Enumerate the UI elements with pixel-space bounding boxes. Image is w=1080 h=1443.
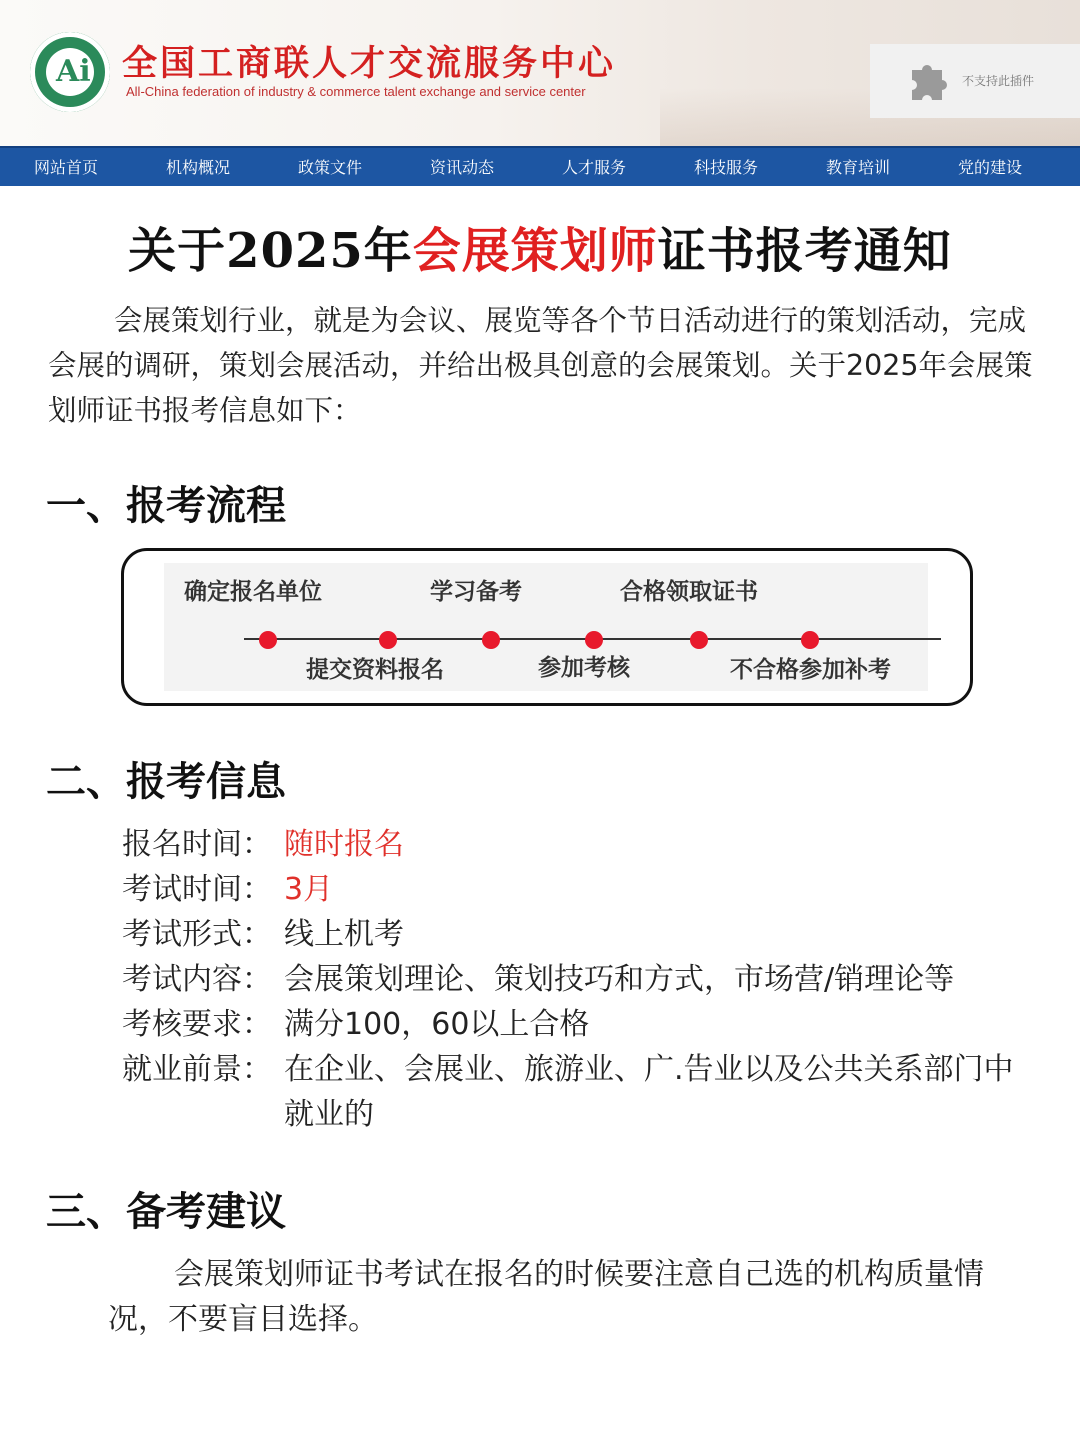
step-dot	[379, 631, 397, 649]
nav-item-party[interactable]: 党的建设	[957, 158, 1022, 177]
step-dot	[482, 631, 500, 649]
step-label-2: 提交资料报名	[306, 657, 444, 683]
intro-paragraph	[48, 298, 1038, 433]
nav-item-policy[interactable]: 政策文件	[297, 158, 362, 177]
info-row-exam-format	[122, 912, 404, 957]
section-heading-advice: 三、备考建议	[46, 1188, 286, 1235]
title-highlight: 会展策划师	[412, 223, 658, 279]
process-flow	[121, 548, 973, 706]
info-value: 满分100，60以上合格	[284, 1007, 590, 1042]
nav-item-talent[interactable]: 人才服务	[561, 158, 626, 177]
intro-text: 会展策划行业，就是为会议、展览等各个节日活动进行的策划活动，完成会展的调研，策划会展活动，并给出极具创意的会展策划。关于2025年会展策划师证书报考信息如下：	[48, 304, 1033, 427]
info-key: 考试时间：	[122, 872, 272, 907]
plugin-notice: 不支持此插件	[962, 74, 1035, 88]
info-row-requirement	[122, 1002, 589, 1047]
info-key: 报名时间：	[122, 827, 272, 862]
advice-paragraph	[108, 1252, 1008, 1342]
step-label-4: 参加考核	[538, 655, 630, 681]
step-dot	[585, 631, 603, 649]
nav-item-about[interactable]: 机构概况	[165, 158, 230, 177]
advice-text: 会展策划师证书考试在报名的时候要注意自己选的机构质量情况，不要盲目选择。	[108, 1257, 984, 1337]
site-logo[interactable]	[30, 32, 110, 112]
process-flow-panel	[164, 563, 928, 691]
info-value: 随时报名	[284, 827, 404, 862]
article-title	[0, 212, 1080, 281]
logo-emblem	[46, 48, 94, 96]
logo-figure-icon: Ai	[56, 54, 91, 89]
info-key: 考核要求：	[122, 1007, 272, 1042]
section-heading-process: 一、报考流程	[46, 482, 286, 529]
info-key: 考试形式：	[122, 917, 272, 952]
info-row-exam-time	[122, 867, 333, 912]
nav-item-news[interactable]: 资讯动态	[429, 158, 494, 177]
step-label-1: 确定报名单位	[184, 579, 322, 605]
info-value: 3月	[284, 872, 334, 907]
info-row-career	[122, 1047, 284, 1092]
step-label-5: 合格领取证书	[620, 579, 758, 605]
title-suffix: 证书报考通知	[657, 223, 952, 279]
step-dot	[259, 631, 277, 649]
site-banner	[0, 0, 1080, 148]
plugin-placeholder	[870, 44, 1080, 118]
nav-item-tech[interactable]: 科技服务	[693, 158, 758, 177]
site-subtitle: All-China federation of industry & commerce talent exchange and service center	[126, 84, 586, 99]
nav-item-education[interactable]: 教育培训	[825, 158, 890, 177]
puzzle-piece-icon	[908, 58, 950, 102]
step-dot	[690, 631, 708, 649]
info-key: 就业前景：	[122, 1052, 272, 1087]
nav-item-home[interactable]: 网站首页	[33, 158, 98, 177]
info-row-registration	[122, 822, 404, 867]
step-label-3: 学习备考	[430, 579, 522, 605]
title-prefix: 关于2025年	[128, 223, 413, 279]
info-value-career: 在企业、会展业、旅游业、广.告业以及公共关系部门中就业的	[284, 1052, 1014, 1132]
step-dot	[801, 631, 819, 649]
site-title: 全国工商联人才交流服务中心	[122, 44, 617, 84]
info-row-exam-content	[122, 957, 954, 1002]
section-heading-info: 二、报考信息	[46, 758, 286, 805]
step-label-6: 不合格参加补考	[730, 657, 891, 683]
info-value: 会展策划理论、策划技巧和方式，市场营/销理论等	[284, 962, 955, 997]
main-navigation	[0, 146, 1080, 186]
info-value: 线上机考	[284, 917, 404, 952]
info-key: 考试内容：	[122, 962, 272, 997]
